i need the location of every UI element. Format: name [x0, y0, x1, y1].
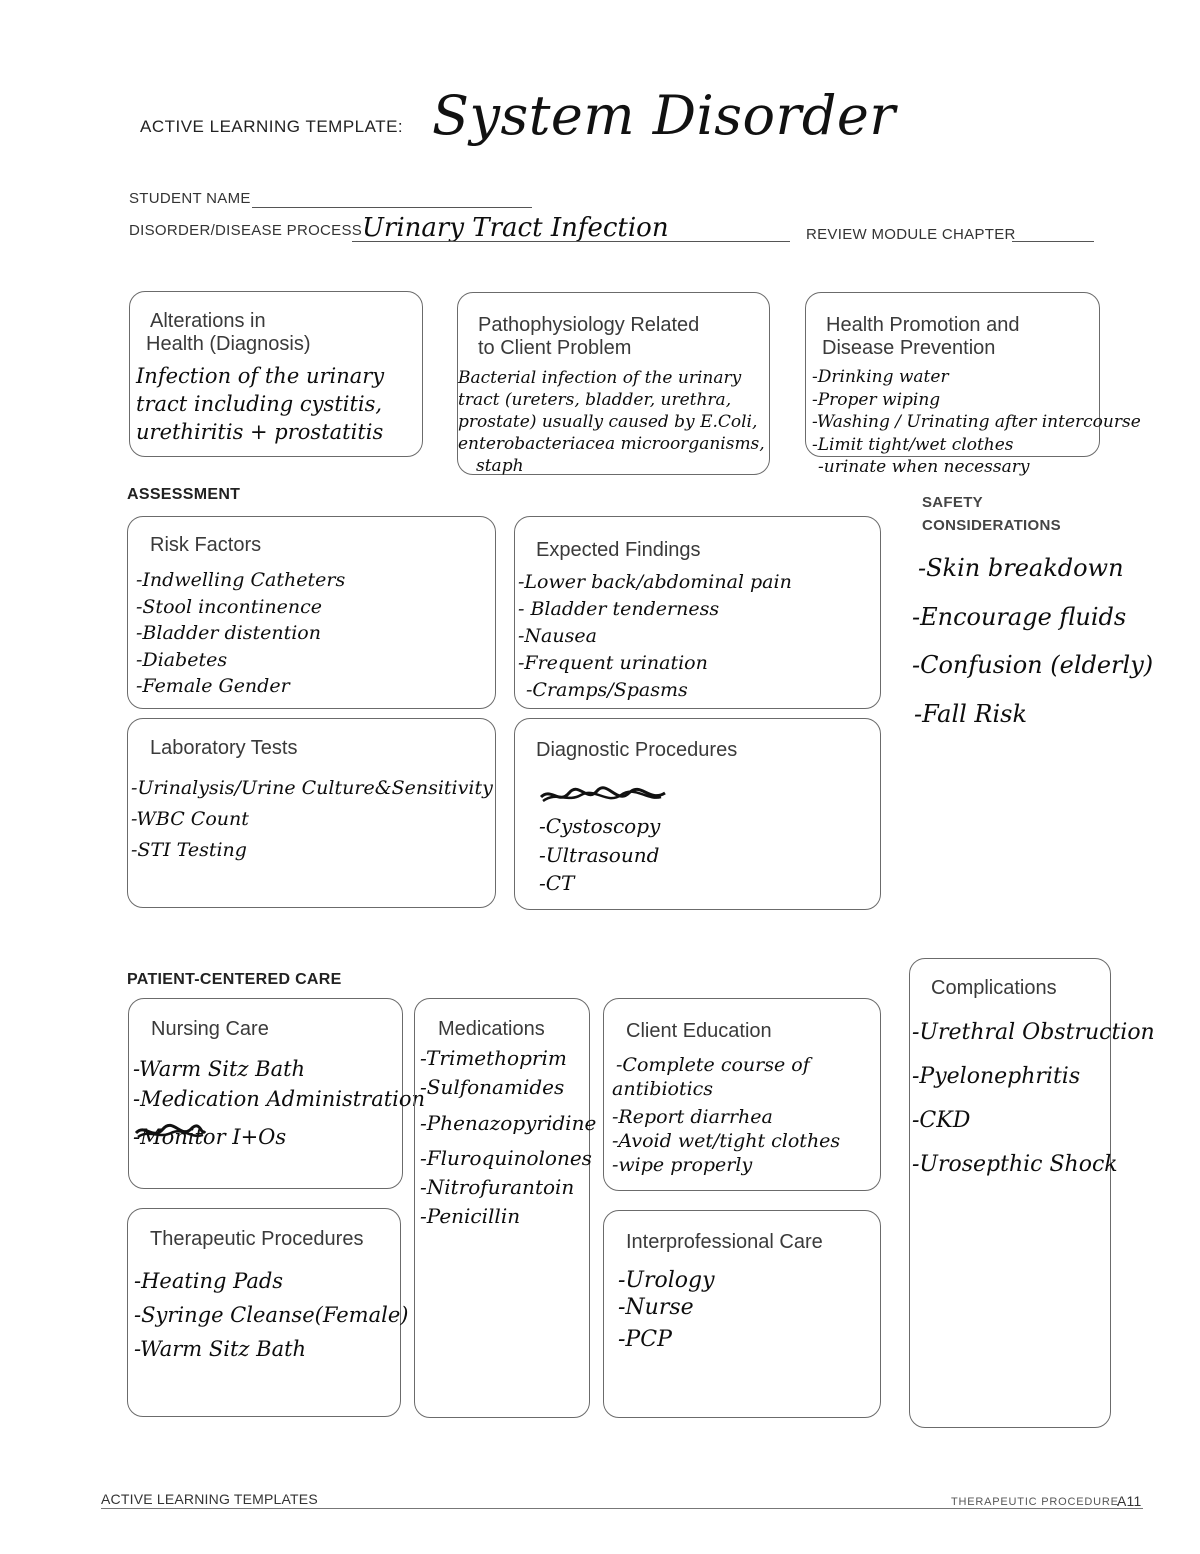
- interprofessional-care-item: -Urology: [618, 1268, 715, 1293]
- diagnostic-procedures-list: [539, 812, 660, 898]
- expected-finding-item: -Nausea: [518, 625, 597, 647]
- nursing-care-title: Nursing Care: [151, 1018, 269, 1040]
- therapeutic-procedures-title: Therapeutic Procedures: [150, 1228, 364, 1250]
- risk-factors-title: Risk Factors: [150, 534, 262, 556]
- footer-left: ACTIVE LEARNING TEMPLATES: [101, 1491, 318, 1507]
- therapeutic-procedure-item: -Warm Sitz Bath: [134, 1337, 307, 1361]
- client-education-item: -Report diarrhea: [612, 1106, 773, 1128]
- therapeutic-procedure-item: -Heating Pads: [134, 1269, 284, 1293]
- laboratory-test-item: -WBC Count: [131, 808, 249, 830]
- client-education-title: Client Education: [626, 1020, 772, 1042]
- client-education-item: antibiotics: [612, 1078, 714, 1100]
- pathophysiology-title: Pathophysiology Related to Client Problem: [478, 314, 700, 359]
- pathophysiology-note: staph: [476, 456, 524, 476]
- interprofessional-care-box: [603, 1210, 881, 1418]
- medication-item: -Fluroquinolones: [420, 1146, 592, 1170]
- template-label: ACTIVE LEARNING TEMPLATE:: [140, 117, 404, 136]
- safety-item: -Fall Risk: [914, 699, 1028, 728]
- medication-item: -Sulfonamides: [420, 1075, 565, 1099]
- alterations-note: tract including cystitis,: [136, 392, 383, 416]
- risk-factor-item: -Indwelling Catheters: [136, 569, 346, 591]
- expected-findings-box: [514, 516, 881, 709]
- complication-item: -Urethral Obstruction: [912, 1020, 1155, 1045]
- pathophysiology-note: enterobacteriacea microorganisms,: [458, 434, 765, 454]
- diagnostic-procedures-title: Diagnostic Procedures: [536, 739, 738, 761]
- alterations-notes: [136, 362, 384, 446]
- risk-factor-item: -Diabetes: [136, 648, 228, 671]
- pathophysiology-notes: [458, 367, 765, 477]
- therapeutic-procedures-list: [134, 1264, 408, 1366]
- complications-list: [912, 1011, 1155, 1187]
- medication-item: -Trimethoprim: [420, 1046, 567, 1070]
- scribbled-out-word: [537, 783, 669, 807]
- laboratory-tests-title: Laboratory Tests: [150, 737, 298, 759]
- pathophysiology-box: [457, 292, 770, 475]
- health-promotion-note: -Proper wiping: [812, 389, 941, 410]
- expected-finding-item: -Frequent urination: [518, 652, 708, 674]
- expected-finding-item: -Lower back/abdominal pain: [518, 571, 792, 593]
- review-module-label: REVIEW MODULE CHAPTER: [806, 226, 1016, 243]
- review-module-line: [1012, 241, 1094, 242]
- interprofessional-care-title: Interprofessional Care: [626, 1231, 823, 1253]
- interprofessional-care-item: -PCP: [618, 1327, 672, 1352]
- risk-factor-item: -Stool incontinence: [136, 595, 323, 618]
- medications-list: [420, 1044, 596, 1231]
- health-promotion-note: -urinate when necessary: [818, 457, 1030, 477]
- safety-item: -Encourage fluids: [912, 602, 1127, 631]
- laboratory-test-item: -Urinalysis/Urine Culture&Sensitivity: [131, 777, 493, 799]
- safety-heading: SAFETY CONSIDERATIONS: [922, 494, 1061, 534]
- complication-item: -Urosepthic Shock: [912, 1152, 1118, 1177]
- diagnostic-procedures-box: [514, 718, 881, 910]
- complication-item: -Pyelonephritis: [912, 1064, 1081, 1089]
- health-promotion-title: Health Promotion and Disease Prevention: [822, 314, 1020, 359]
- therapeutic-procedure-item: -Syringe Cleanse(Female): [134, 1303, 409, 1327]
- medications-title: Medications: [438, 1018, 545, 1040]
- client-education-item: -Avoid wet/tight clothes: [612, 1130, 841, 1152]
- disorder-label: DISORDER/DISEASE PROCESS: [129, 222, 363, 239]
- nursing-care-item: -Medication Administration: [133, 1087, 426, 1111]
- alterations-note: urethiritis + prostatitis: [136, 420, 384, 444]
- health-promotion-note: -Limit tight/wet clothes: [812, 434, 1014, 455]
- health-promotion-note: -Drinking water: [812, 367, 949, 387]
- pathophysiology-note: tract (ureters, bladder, urethra,: [458, 390, 732, 410]
- nursing-care-item: -Monitor I+Os: [133, 1125, 287, 1149]
- alterations-box: [129, 291, 423, 457]
- nursing-care-item: -Warm Sitz Bath: [133, 1057, 306, 1081]
- risk-factor-item: -Female Gender: [136, 675, 290, 697]
- scribbled-out-word: [133, 1121, 207, 1143]
- laboratory-tests-list: [131, 773, 493, 866]
- safety-item: -Confusion (elderly): [912, 651, 1154, 679]
- alterations-note: Infection of the urinary: [136, 364, 385, 388]
- safety-item: -Skin breakdown: [918, 554, 1124, 582]
- assessment-heading: ASSESSMENT: [127, 486, 241, 503]
- pathophysiology-note: prostate) usually caused by E.Coli,: [458, 412, 758, 432]
- patient-centered-care-heading: PATIENT-CENTERED CARE: [127, 971, 342, 988]
- interprofessional-care-item: -Nurse: [618, 1295, 694, 1320]
- disorder-value: Urinary Tract Infection: [362, 213, 669, 243]
- complications-title: Complications: [931, 977, 1057, 999]
- health-promotion-notes: [812, 366, 1141, 479]
- expected-findings-list: [518, 569, 792, 704]
- diagnostic-procedure-item: -Ultrasound: [539, 842, 660, 867]
- footer-section-label: THERAPEUTIC PROCEDURE: [951, 1496, 1119, 1508]
- health-promotion-note: -Washing / Urinating after intercourse: [812, 412, 1141, 432]
- therapeutic-procedures-box: [127, 1208, 409, 1417]
- template-title: System Disorder: [432, 84, 896, 147]
- risk-factors-box: [127, 516, 496, 709]
- interprofessional-care-list: [618, 1267, 715, 1353]
- medication-item: -Nitrofurantoin: [420, 1175, 575, 1199]
- expected-finding-item: -Cramps/Spasms: [526, 679, 688, 701]
- diagnostic-procedure-item: -CT: [539, 871, 575, 895]
- safety-list: [912, 544, 1154, 738]
- laboratory-test-item: -STI Testing: [131, 839, 247, 861]
- expected-finding-item: - Bladder tenderness: [518, 598, 720, 620]
- pathophysiology-note: Bacterial infection of the urinary: [458, 368, 742, 388]
- student-name-line: [252, 207, 532, 208]
- disorder-line: [352, 241, 790, 242]
- complication-item: -CKD: [912, 1108, 971, 1133]
- student-name-label: STUDENT NAME: [129, 190, 251, 207]
- medication-item: -Phenazopyridine: [420, 1111, 597, 1135]
- client-education-item: -wipe properly: [612, 1154, 753, 1176]
- page-number: A11: [1117, 1493, 1142, 1509]
- expected-findings-title: Expected Findings: [536, 539, 701, 561]
- client-education-list: [612, 1053, 840, 1177]
- footer-rule: [101, 1508, 1143, 1509]
- alterations-title: Alterations in Health (Diagnosis): [146, 310, 311, 355]
- diagnostic-procedure-item: -Cystoscopy: [539, 814, 661, 838]
- risk-factor-item: -Bladder distention: [136, 622, 321, 644]
- medication-item: -Penicillin: [420, 1204, 521, 1228]
- risk-factors-list: [136, 567, 345, 700]
- client-education-item: -Complete course of: [616, 1054, 810, 1076]
